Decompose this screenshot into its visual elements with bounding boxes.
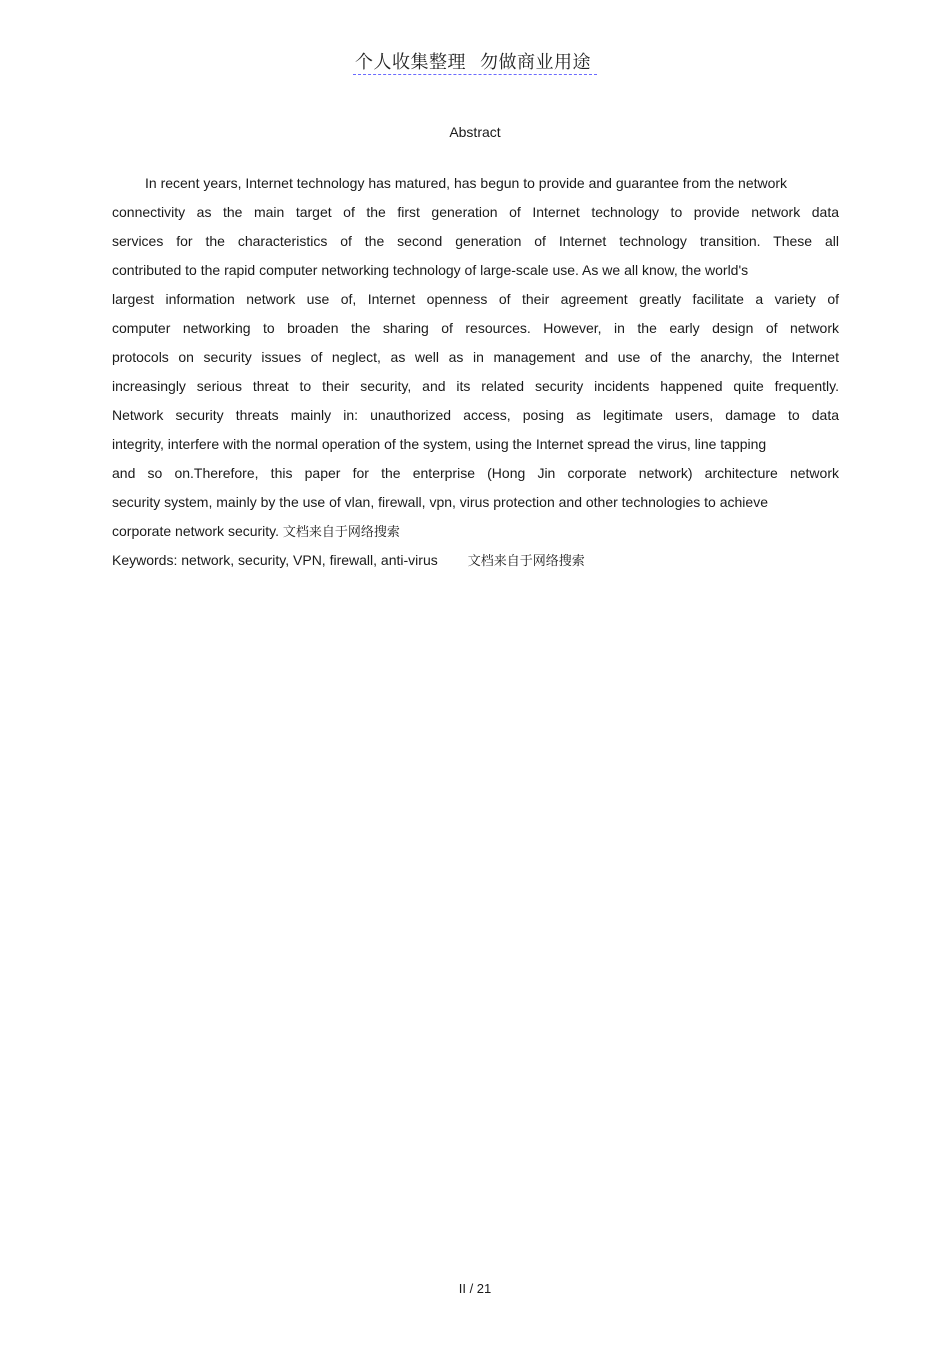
keywords-source-note: 文档来自于网络搜索	[467, 554, 585, 569]
abstract-title: Abstract	[449, 124, 501, 140]
abstract-line: Network security threats mainly in: unauthorized access, posing as legitimate users, damage to data	[112, 407, 839, 423]
abstract-line: In recent years, Internet technology has matured, has begun to provide and guarantee from the network	[145, 175, 788, 191]
abstract-line: services for the characteristics of the second generation of Internet technology transition. These all	[112, 233, 839, 249]
abstract-line-text: corporate network security.	[112, 523, 280, 539]
keywords-text: Keywords: network, security, VPN, firewall, anti-virus	[112, 552, 438, 568]
header-left-text: 个人收集整理	[355, 52, 466, 73]
page-number: II / 21	[458, 1281, 492, 1296]
abstract-line: contributed to the rapid computer networking technology of large-scale use. As we all know, the world's	[112, 262, 749, 278]
header-right-text: 勿做商业用途	[480, 52, 591, 73]
abstract-line: integrity, interfere with the normal operation of the system, using the Internet spread the virus, line tapping	[112, 436, 767, 452]
abstract-line: increasingly serious threat to their security, and its related security incidents happened quite frequently.	[112, 378, 839, 394]
header-watermark-text	[353, 52, 597, 75]
abstract-line: computer networking to broaden the sharing of resources. However, in the early design of network	[112, 320, 839, 336]
page-header	[0, 51, 950, 75]
abstract-line: and so on.Therefore, this paper for the enterprise (Hong Jin corporate network) architecture network	[112, 465, 839, 481]
abstract-line: connectivity as the main target of the first generation of Internet technology to provide network data	[112, 204, 839, 220]
abstract-last-line	[112, 517, 839, 546]
abstract-line: security system, mainly by the use of vlan, firewall, vpn, virus protection and other technologies to achieve	[112, 494, 768, 510]
abstract-line: protocols on security issues of neglect, as well as in management and use of the anarchy, the Internet	[112, 349, 839, 365]
abstract-source-note: 文档来自于网络搜索	[282, 525, 400, 540]
keywords-line	[112, 550, 585, 572]
abstract-line: largest information network use of, Internet openness of their agreement greatly facilitate a variety of	[112, 291, 839, 307]
abstract-body	[112, 169, 839, 546]
